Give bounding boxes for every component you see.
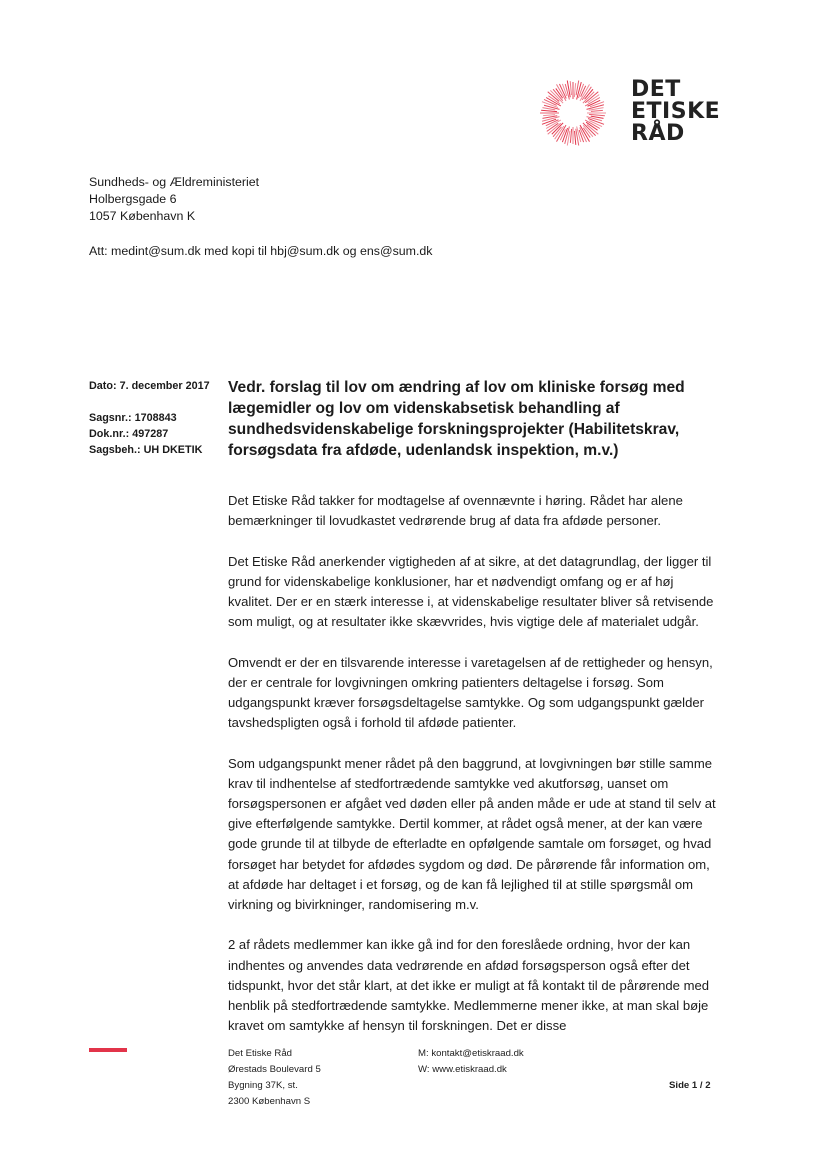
footer-address — [228, 1046, 321, 1110]
letter-meta — [89, 378, 210, 458]
footer-contact — [418, 1046, 524, 1078]
footer-email: M: kontakt@etiskraad.dk — [418, 1048, 524, 1059]
recipient-address — [89, 174, 259, 225]
body-paragraph: Som udgangspunkt mener rådet på den baggrund, at lovgivningen bør stille samme krav til indhentelse af stedfortrædende samtykke ved akutforsøg, uanset om forsøgspersonen er afgået ved døden eller på anden måde er ude at stand til selv at give efterfølgende samtykke. Dertil kommer, at rådet også mener, at der kan være gode grunde til at tilbyde de efterladte en opfølgende samtale om forsøget, og hvad forsøget har betydet for afdødes sygdom og død. De pårørende får information om, at afdøde har deltaget i et forsøg, og de kan få lejlighed til at stille spørgsmål om virkning og bivirkninger, randomisering m.v. — [228, 755, 716, 913]
letter-subject: Vedr. forslag til lov om ændring af lov om kliniske forsøg med lægemidler og lov om videnskabsetisk behandling af sundhedsvidenskabelige forskningsprojekter (Habilitetskrav, forsøgsdata fra afdøde, udenlandsk inspektion, m.v.) — [228, 379, 685, 459]
recipient-line: Sundheds- og Ældreministeriet — [89, 175, 260, 189]
logo-wordmark — [631, 79, 720, 145]
recipient-line: Holbergsgade 6 — [89, 192, 177, 206]
body-paragraph: Det Etiske Råd takker for modtagelse af ovennævnte i høring. Rådet har alene bemærkninger til lovudkastet vedrørende brug af data fra afdøde personer. — [228, 493, 683, 529]
page-number: Side 1 / 2 — [669, 1080, 711, 1091]
case-number-field: Sagsnr.: 1708843 — [89, 412, 177, 424]
logo-line: RÅD — [631, 121, 685, 146]
document-number-field: Dok.nr.: 497287 — [89, 428, 169, 440]
footer-address-line: 2300 København S — [228, 1096, 311, 1107]
body-paragraph: 2 af rådets medlemmer kan ikke gå ind for den foreslåede ordning, hvor der kan indhentes og anvendes data vedrørende en afdød forsøgsperson også efter det tidspunkt, hvor det står klart, at det ikke er muligt at få kontakt til de pårørende med henblik på stedfortrædende samtykke. Medlemmerne mener ikke, at man skal bøje kravet om samtykke af hensyn til forskningen. Det er disse — [228, 937, 710, 1034]
radial-burst-icon — [536, 76, 610, 150]
case-handler-field: Sagsbeh.: UH DKETIK — [89, 444, 203, 456]
footer-accent-bar — [89, 1048, 127, 1052]
footer-address-line: Bygning 37K, st. — [228, 1080, 298, 1091]
date-field: Dato: 7. december 2017 — [89, 380, 210, 392]
logo-line: DET — [631, 77, 681, 102]
footer-address-line: Ørestads Boulevard 5 — [228, 1064, 321, 1075]
recipient-line: 1057 København K — [89, 209, 196, 223]
body-paragraph: Det Etiske Råd anerkender vigtigheden af at sikre, at det datagrundlag, der ligger til grund for videnskabelige konklusioner, har et nødvendigt omfang og er af høj kvalitet. Der er en stærk interesse i, at videnskabelige resultater bliver så retvisende som muligt, og at resultater ikke skævvrides, hvis vigtige dele af materialet udgår. — [228, 553, 714, 630]
attention-line: Att: medint@sum.dk med kopi til hbj@sum.dk og ens@sum.dk — [89, 244, 433, 258]
footer-website: W: www.etiskraad.dk — [418, 1064, 507, 1075]
logo-line: ETISKE — [631, 99, 721, 124]
letter-body — [228, 491, 720, 1057]
body-paragraph: Omvendt er der en tilsvarende interesse i varetagelsen af de rettigheder og hensyn, der er centrale for lovgivningen omkring patienters deltagelse i forsøg. Som udgangspunkt kræver forsøgsdeltagelse samtykke. Og som udgangspunkt gælder tavshedspligten også i forhold til afdøde patienter. — [228, 654, 713, 731]
footer-address-line: Det Etiske Råd — [228, 1048, 292, 1059]
